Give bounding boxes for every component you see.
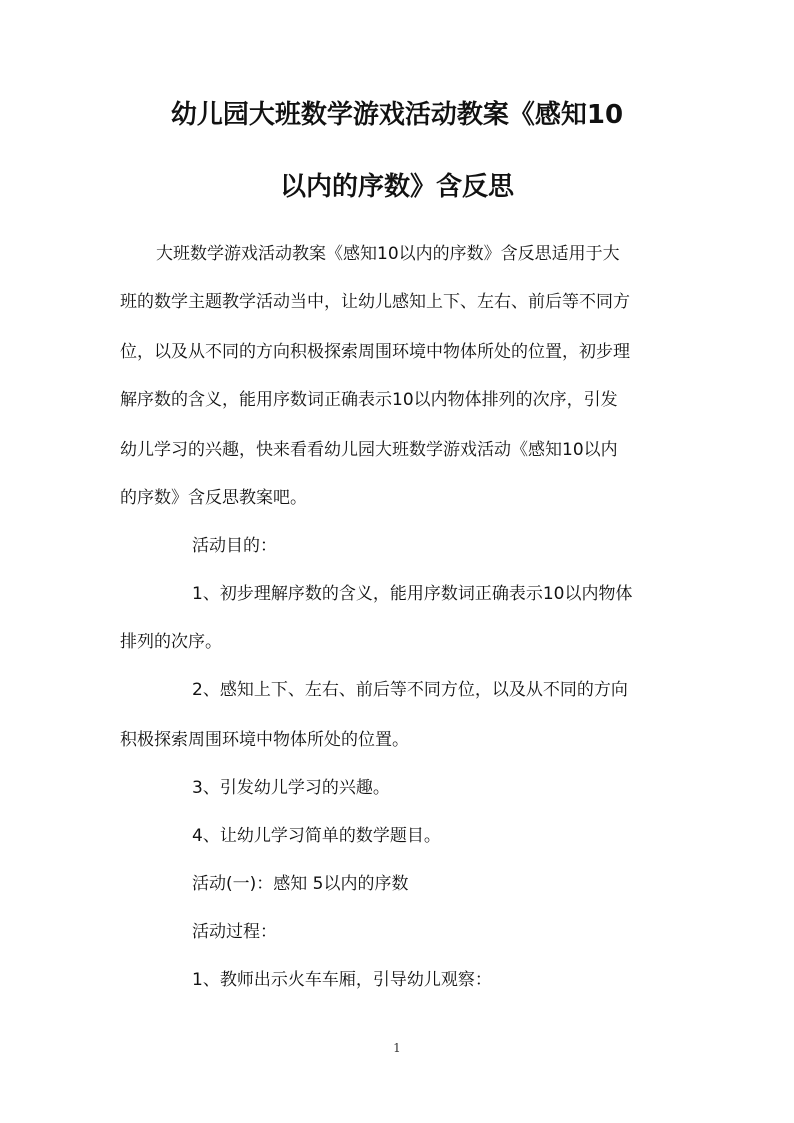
document-title-line-2: 以内的序数》含反思 — [279, 172, 514, 202]
activity-1-heading: 活动(一)：感知 5以内的序数 — [192, 874, 409, 894]
goal-3: 3、引发幼儿学习的兴趣。 — [192, 778, 390, 798]
intro-line-6: 的序数》含反思教案吧。 — [120, 488, 307, 508]
goal-1-line-1: 1、初步理解序数的含义，能用序数词正确表示10以内物体 — [192, 584, 633, 604]
goal-2-line-2: 积极探索周围环境中物体所处的位置。 — [120, 730, 409, 750]
intro-line-4: 解序数的含义，能用序数词正确表示10以内物体排列的次序，引发 — [120, 390, 618, 410]
goals-heading: 活动目的： — [192, 536, 277, 556]
intro-line-5: 幼儿学习的兴趣，快来看看幼儿园大班数学游戏活动《感知10以内 — [120, 440, 618, 460]
process-heading: 活动过程： — [192, 922, 277, 942]
goal-1-line-2: 排列的次序。 — [120, 632, 222, 652]
intro-line-2: 班的数学主题教学活动当中，让幼儿感知上下、左右、前后等不同方 — [120, 292, 630, 312]
process-step-1: 1、教师出示火车车厢，引导幼儿观察： — [192, 970, 492, 990]
goal-4: 4、让幼儿学习简单的数学题目。 — [192, 826, 441, 846]
page-number: 1 — [393, 1041, 401, 1055]
intro-line-3: 位，以及从不同的方向积极探索周围环境中物体所处的位置，初步理 — [120, 342, 630, 362]
goal-2-line-1: 2、感知上下、左右、前后等不同方位，以及从不同的方向 — [192, 680, 628, 700]
document-title-line-1: 幼儿园大班数学游戏活动教案《感知10 — [170, 100, 624, 130]
intro-line-1: 大班数学游戏活动教案《感知10以内的序数》含反思适用于大 — [156, 244, 620, 264]
